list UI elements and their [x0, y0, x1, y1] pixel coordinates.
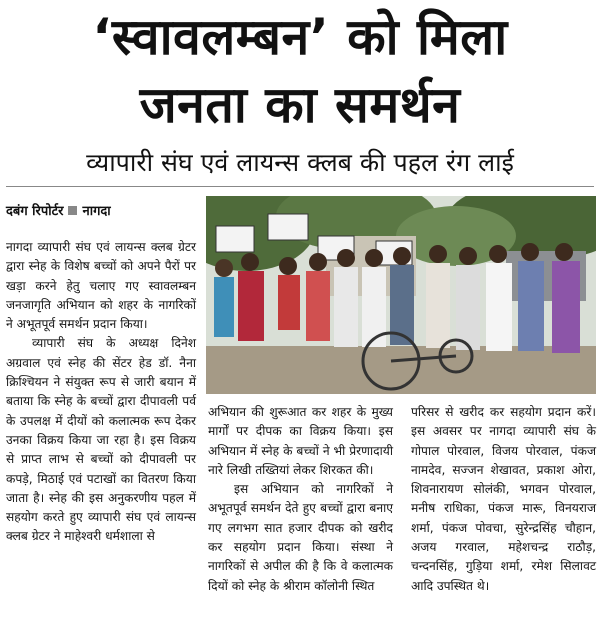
byline-place: नागदा: [82, 204, 111, 219]
byline-author: दबंग रिपोर्टर: [6, 204, 64, 219]
byline: [6, 204, 111, 220]
col2-paragraph-2: इस अभियान को नागरिकों ने अभूतपूर्व समर्थन देते हुए बच्चों द्वारा बनाए गए लगभग सात हजार दीपक को खरीद कर सहयोग प्रदान किया। संस्था ने नागरिकों से अपील की है कि वे कलात्मक दियों को स्नेह के श्रीराम कॉलोनी स्थित: [208, 482, 393, 593]
col1-paragraph-2: व्यापारी संघ के अध्यक्ष दिनेश अग्रवाल एवं स्नेह की सेंटर हेड डॉ. नैना क्रिश्चियन ने संयुक्त रूप से जारी बयान में बताया कि स्नेह के बच्चों द्वारा दीपावली पर्व के उपलक्ष में दीयों को कलात्मक रूप देकर उनका विक्रय किया जा रहा है। इस विक्रय से प्राप्त लाभ से बच्चों को दीपावली पर कपड़े, मिठाई एवं पटाखों का वितरण किया जाता है। स्नेह की इस अनुकरणीय पहल में सहयोग करते हुए व्यापारी संघ एवं लायन्स क्लब ग्रेटर ने माहेश्वरी धर्मशाला से: [6, 336, 196, 544]
col2-paragraph-1: अभियान की शुरूआत कर शहर के मुख्य मार्गों पर दीपक का विक्रय किया। इस अभियान में स्नेह के बच्चों ने भी प्रेरणादायी नारे लिखी तख्तियां लेकर शिरकत की।: [208, 405, 393, 477]
headline-line-2: जनता का समर्थन: [139, 76, 461, 134]
article-column-3: [411, 403, 596, 596]
col1-paragraph-1: नागदा व्यापारी संघ एवं लायन्स क्लब ग्रेटर द्वारा स्नेह के विशेष बच्चों को अपने पैरों पर खड़ा करने हेतु चलाए गए स्वावलम्बन जनजागृति अभियान को शहर के नागरिकों ने अभूतपूर्व समर्थन प्रदान किया।: [6, 240, 196, 332]
headline-line-1: ‘स्वावलम्बन’ को मिला: [92, 8, 508, 66]
article-column-1: [6, 238, 196, 547]
subheadline: व्यापारी संघ एवं लायन्स क्लब की पहल रंग लाई: [86, 148, 514, 177]
news-photo-group-icon: [206, 196, 596, 394]
col3-paragraph-1: परिसर से खरीद कर सहयोग प्रदान करें। इस अवसर पर नागदा व्यापारी संघ के गोपाल पोरवाल, विजय पोरवाल, पंकज नामदेव, सज्जन शेखावत, प्रकाश ओरा, शिवनारायण सोलंकी, भगवन पोरवाल, मनीष राधिका, पंकज मारू, विनयराज शर्मा, पंकज पोवचा, सुरेन्द्रसिंह चौहान, अजय गरवाल, महेशचन्द्र राठौड़, चन्दनसिंह, गुड़िया शर्मा, रमेश सिलावट आदि उपस्थित थे।: [411, 405, 596, 593]
article-column-2: [208, 403, 393, 596]
header-divider: [6, 186, 594, 187]
news-photo: [206, 196, 596, 394]
byline-separator-icon: [68, 206, 77, 215]
